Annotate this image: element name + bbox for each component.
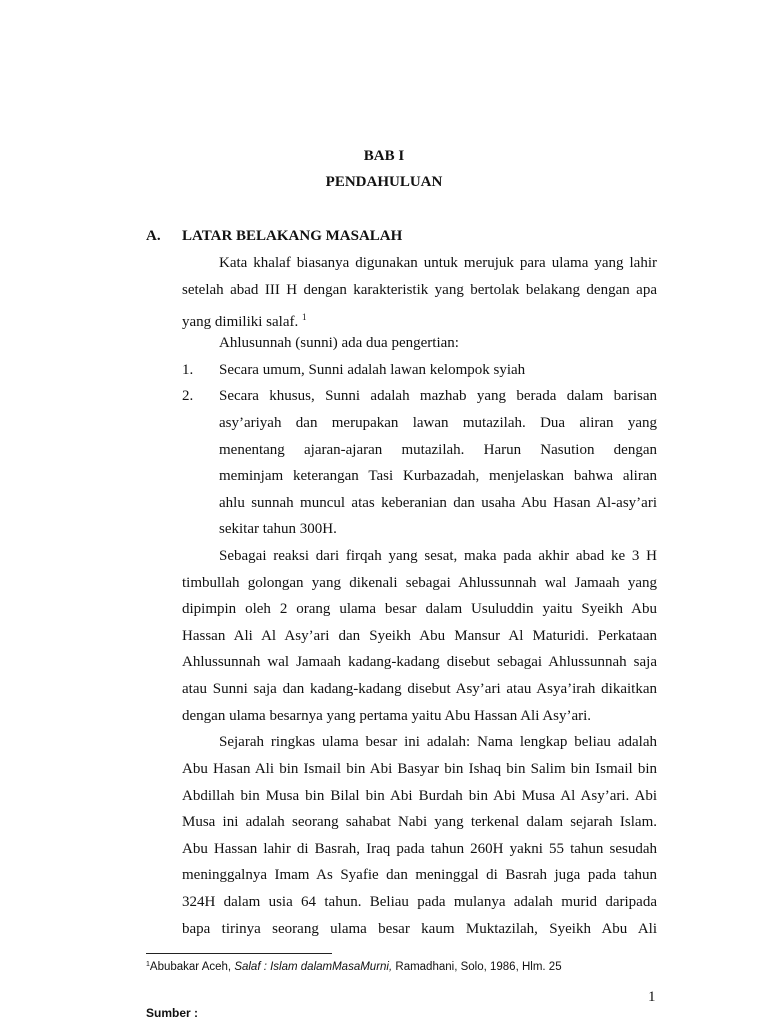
list-item-line: Secara khusus, Sunni adalah mazhab yang berada dalam barisan <box>219 388 657 404</box>
footnote-reference: 1 <box>301 312 307 322</box>
paragraph-line: Ahlussunnah wal Jamaah kadang-kadang disebut sebagai Ahlussunnah saja <box>182 654 657 670</box>
page-number: 1 <box>648 989 656 1005</box>
paragraph-line: atau Sunni saja dan kadang-kadang disebut Asy’ari atau Asya’irah dikaitkan <box>182 681 657 697</box>
section-marker: A. <box>146 228 161 244</box>
list-item-line: sekitar tahun 300H. <box>219 521 337 537</box>
list-item-line: meminjam keterangan Tasi Kurbazadah, menjelaskan bahwa aliran <box>219 468 657 484</box>
paragraph-line: Abu Hasan Ali bin Ismail bin Abi Basyar bin Ishaq bin Salim bin Ismail bin <box>182 761 657 777</box>
paragraph-line: Sejarah ringkas ulama besar ini adalah: Nama lengkap beliau adalah <box>219 734 657 750</box>
paragraph-line: meninggalnya Imam As Syafie dan meninggal di Basrah juga pada tahun <box>182 867 657 883</box>
paragraph-text: yang dimiliki salaf. <box>182 314 299 330</box>
paragraph-line: dipimpin oleh 2 orang ulama besar dalam Usuluddin yaitu Syeikh Abu <box>182 601 657 617</box>
chapter-title: PENDAHULUAN <box>325 174 443 190</box>
list-item-line: ahlu sunnah muncul atas keberanian dan usaha Abu Hasan Al-asy’ari <box>219 495 657 511</box>
list-number: 1. <box>182 362 194 378</box>
footnote <box>146 961 562 973</box>
list-item-line: menentang ajaran-ajaran mutazilah. Harun Nasution dengan <box>219 442 657 458</box>
paragraph-line-with-ref <box>182 308 306 331</box>
footnote-author: Abubakar Aceh, <box>149 961 235 973</box>
paragraph-line: Abu Hassan lahir di Basrah, Iraq pada tahun 260H yakni 55 tahun sesudah <box>182 841 657 857</box>
paragraph-line: Kata khalaf biasanya digunakan untuk merujuk para ulama yang lahir <box>219 255 657 271</box>
chapter-number: BAB I <box>363 148 405 164</box>
footnote-publication: Ramadhani, Solo, 1986, Hlm. 25 <box>392 961 562 973</box>
list-item-line: asy’ariyah dan merupakan lawan mutazilah. Dua aliran yang <box>219 415 657 431</box>
paragraph-line: setelah abad III H dengan karakteristik yang bertolak belakang dengan apa <box>182 282 657 298</box>
paragraph-line: dengan ulama besarnya yang pertama yaitu Abu Hassan Ali Asy’ari. <box>182 708 592 724</box>
section-title: LATAR BELAKANG MASALAH <box>182 228 403 244</box>
footnote-divider <box>146 953 332 954</box>
list-number: 2. <box>182 388 194 404</box>
source-label: Sumber : <box>146 1006 199 1020</box>
paragraph-line: Musa ini adalah seorang sahabat Nabi yang terkenal dalam sejarah Islam. <box>182 814 657 830</box>
footnote-title: Salaf : Islam dalamMasaMurni, <box>234 961 393 973</box>
paragraph-line: bapa tirinya seorang ulama besar kaum Muktazilah, Syeikh Abu Ali <box>182 921 657 937</box>
list-item-text: Secara umum, Sunni adalah lawan kelompok syiah <box>219 362 526 378</box>
list-intro: Ahlusunnah (sunni) ada dua pengertian: <box>219 335 459 351</box>
paragraph-line: Abdillah bin Musa bin Bilal bin Abi Burdah bin Abi Musa Al Asy’ari. Abi <box>182 788 657 804</box>
paragraph-line: Sebagai reaksi dari firqah yang sesat, maka pada akhir abad ke 3 H <box>219 548 657 564</box>
paragraph-line: 324H dalam usia 64 tahun. Beliau pada mulanya adalah murid daripada <box>182 894 657 910</box>
paragraph-line: Hassan Ali Al Asy’ari dan Syeikh Abu Mansur Al Maturidi. Perkataan <box>182 628 657 644</box>
paragraph-line: timbullah golongan yang dikenali sebagai Ahlussunnah wal Jamaah yang <box>182 575 657 591</box>
footnote-number: 1 <box>146 961 150 968</box>
